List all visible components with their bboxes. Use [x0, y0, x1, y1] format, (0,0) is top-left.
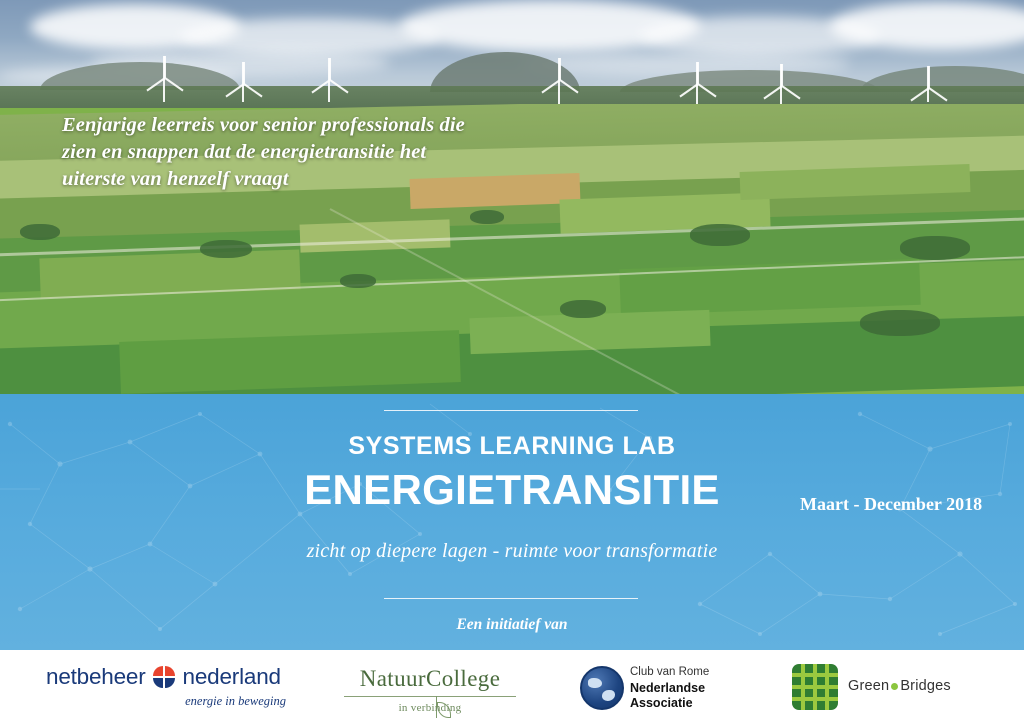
- partner-logo-bar: [0, 650, 1024, 724]
- field-patch: [300, 219, 451, 252]
- tree-clump: [20, 224, 60, 240]
- green-bridges-wordmark: [848, 678, 951, 694]
- hero-caption: Eenjarige leerreis voor senior professionals die zien en snappen dat de energietransitie het uiterste van henzelf vraagt: [62, 114, 465, 190]
- tree-clump: [200, 240, 252, 258]
- natuurcollege-tagline: in verbinding: [398, 702, 462, 714]
- club-van-rome-line-1: Club van Rome: [630, 666, 710, 678]
- globe-icon: [580, 666, 624, 710]
- wind-turbine-icon: [686, 62, 708, 104]
- natuurcollege-word-two: College: [425, 666, 501, 691]
- logo-natuurcollege[interactable]: [330, 650, 530, 724]
- natuurcollege-rule: [344, 696, 516, 697]
- green-grid-icon: [792, 664, 838, 710]
- netbeheer-word-right: nederland: [182, 664, 281, 689]
- wind-turbine-icon: [548, 58, 570, 104]
- date-range: Maart - December 2018: [800, 494, 983, 514]
- program-eyebrow: SYSTEMS LEARNING LAB: [348, 432, 676, 460]
- tree-clump: [560, 300, 606, 318]
- green-bridges-word-one: Green: [848, 678, 890, 694]
- wind-turbine-icon: [770, 64, 792, 104]
- netbeheer-tagline: energie in beweging: [185, 694, 286, 708]
- tree-clump: [860, 310, 940, 336]
- divider-top: [384, 410, 638, 411]
- green-bridges-word-two: Bridges: [900, 678, 951, 694]
- page-subtitle: zicht op diepere lagen - ruimte voor transformatie: [306, 540, 718, 562]
- netbeheer-word-left: netbeheer: [46, 664, 146, 689]
- title-panel: [0, 394, 1024, 650]
- tree-clump: [900, 236, 970, 260]
- natuurcollege-word-one: Natuur: [359, 666, 426, 691]
- logo-netbeheer-nederland[interactable]: [46, 650, 296, 724]
- wind-turbine-icon: [918, 66, 938, 102]
- club-van-rome-line-2: Nederlandse: [630, 681, 706, 695]
- logo-club-van-rome[interactable]: [580, 650, 790, 724]
- wind-turbine-icon: [152, 56, 176, 102]
- divider-bottom: [384, 598, 638, 599]
- wind-turbine-icon: [232, 62, 254, 102]
- netbeheer-mark-icon: [153, 666, 176, 689]
- tree-clump: [340, 274, 376, 288]
- page-title: ENERGIETRANSITIE: [304, 466, 720, 513]
- green-bridges-dot-icon: [891, 683, 898, 690]
- natuurcollege-wordmark: [330, 666, 530, 692]
- logo-green-bridges[interactable]: [792, 650, 992, 724]
- tree-clump: [470, 210, 504, 224]
- initiative-label: Een initiatief van: [456, 616, 568, 633]
- tree-clump: [690, 224, 750, 246]
- wind-turbine-icon: [318, 58, 340, 102]
- club-van-rome-line-3: Associatie: [630, 696, 693, 710]
